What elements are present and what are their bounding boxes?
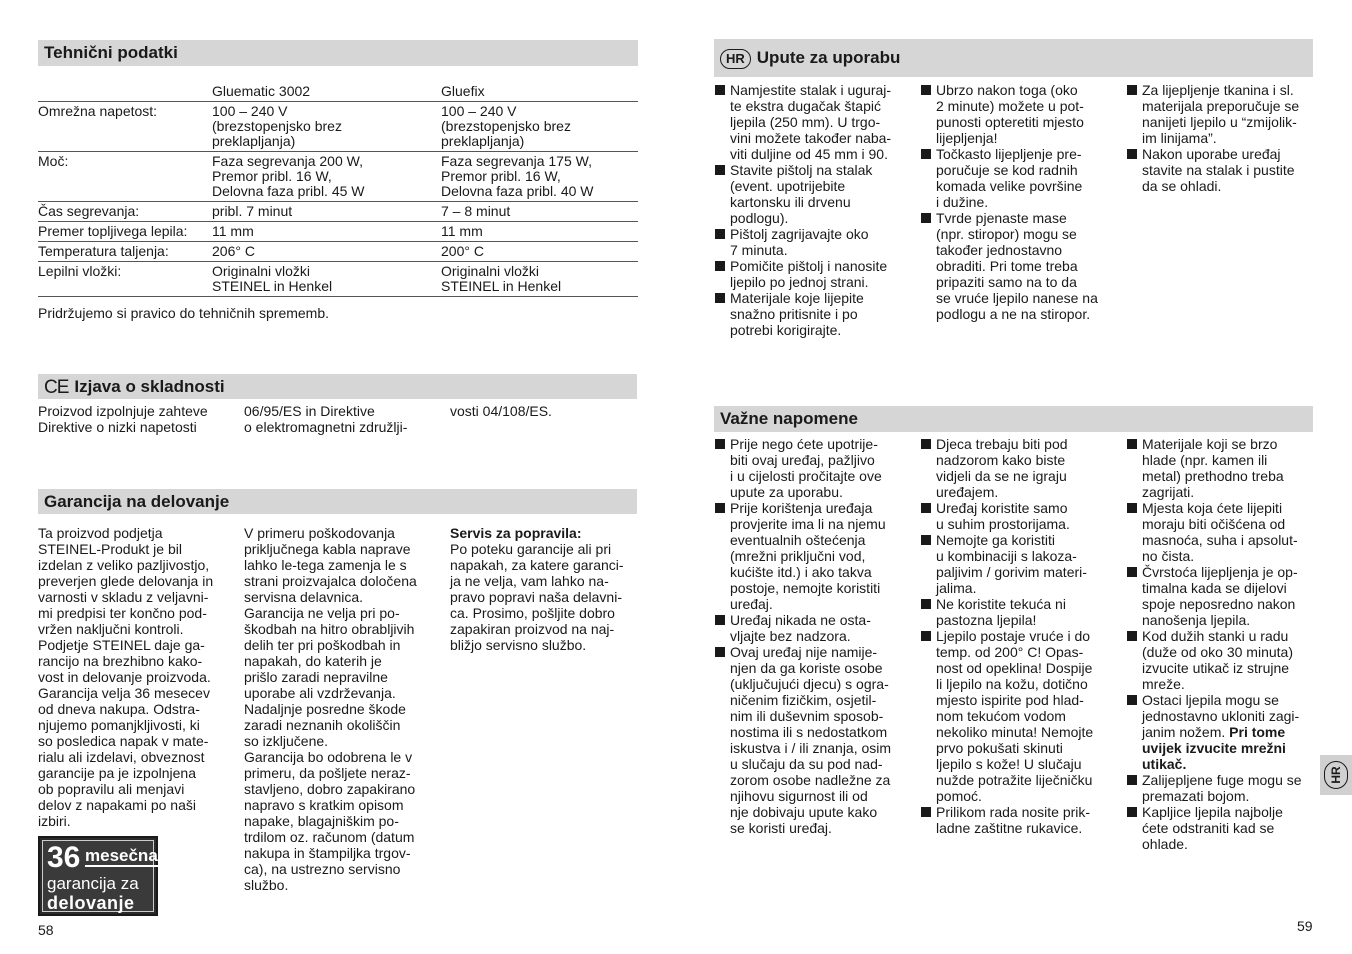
bullet-square-icon [1127, 85, 1137, 95]
bullet-square-icon [1127, 503, 1137, 513]
warranty-title: Garancija na delovanje [44, 492, 230, 511]
list-item [715, 82, 915, 162]
tech-row-label: Moč: [38, 152, 212, 202]
list-item-text: Mjesta koja ćete lijepiti moraju biti očišćena od masnoća, suha i apsolut- no čista. [1142, 500, 1298, 564]
conformity-col3: vosti 04/108/ES. [450, 403, 552, 419]
notes-col3-b-text: Ostaci ljepila mogu se jednostavno ukloniti zagi- janim nožem. [1142, 692, 1300, 740]
list-item [1127, 804, 1317, 852]
bullet-square-icon [1127, 631, 1137, 641]
list-item-text: Materijale koji se brzo hlade (npr. kamen ili metal) prethodno treba zagrijati. [1142, 436, 1284, 500]
list-item [921, 436, 1121, 500]
list-item-text: Stavite pištolj na stalak (event. upotrijebite kartonsku ili drvenu podlogu). [730, 162, 873, 226]
list-item [715, 612, 915, 644]
list-item [921, 82, 1121, 146]
tech-cell: Faza segrevanja 200 W, Premor pribl. 16 W, Delovna faza pribl. 45 W [212, 152, 441, 202]
bullet-square-icon [1127, 149, 1137, 159]
warranty-col2: V primeru poškodovanja priključnega kabla naprave lahko le-tega zamenja le s strani proizvajalca določena servisna delavnica. Garancija ne velja pri po- škodbah na hitro obrabljivih delih ter pri poškodbah in napakah, do katerih je prišlo zaradi nepravilne uporabe ali vzdrževanja. Nadaljnje posredne škode zaradi neznanih okoliščin so izključene. Garancija bo odobrena le v primeru, da pošljete neraz- stavljeno, dobro zapakirano napravo s kratkim opisom napake, blagajniškim po- trdilom oz. računom (datum nakupa in štampiljka trgov- ca), na ustrezno servisno službo. [244, 525, 417, 893]
table-row [38, 202, 638, 222]
bullet-square-icon [715, 647, 725, 657]
table-row [38, 222, 638, 242]
bullet-square-icon [715, 293, 725, 303]
bullet-square-icon [921, 149, 931, 159]
list-item [1127, 692, 1317, 772]
tech-cell: 100 – 240 V (brezstopenjsko brez preklapljanja) [212, 102, 441, 152]
list-item-text: Tvrde pjenaste mase (npr. stiropor) mogu se također jednostavno obraditi. Pri tome treba pripaziti samo na to da se vruće ljepilo nanese na podlogu a ne na stiropor. [936, 210, 1098, 322]
list-item [1127, 772, 1317, 804]
list-item [921, 596, 1121, 628]
list-item [715, 258, 915, 290]
bullet-square-icon [921, 439, 931, 449]
table-row [38, 242, 638, 262]
list-item [1127, 564, 1317, 628]
list-item-text: Ubrzo nakon toga (oko 2 minute) možete u pot- punosti opteretiti mjesto lijepljenja! [936, 82, 1084, 146]
tech-cell: 11 mm [212, 222, 441, 242]
list-item-text: Pomičite pištolj i nanosite ljepilo po jednoj strani. [730, 258, 888, 290]
list-item-text: Uređaj nikada ne osta- vljajte bez nadzora. [730, 612, 871, 644]
list-item-text: Prije nego ćete upotrije- biti ovaj uređaj, pažljivo i u cijelosti pročitajte ove upute za uporabu. [730, 436, 882, 500]
usage-title: Upute za uporabu [756, 48, 901, 67]
notes-section-header [714, 406, 1313, 432]
list-item-text: Točkasto lijepljenje pre- poručuje se kod radnih komada velike površine i dužine. [936, 146, 1083, 210]
tech-row-label: Omrežna napetost: [38, 102, 212, 152]
table-row [38, 262, 638, 297]
bullet-square-icon [715, 85, 725, 95]
bullet-square-icon [1127, 439, 1137, 449]
bullet-square-icon [715, 165, 725, 175]
bullet-square-icon [715, 503, 725, 513]
notes-title: Važne napomene [720, 409, 858, 428]
bullet-square-icon [715, 439, 725, 449]
ce-mark-icon: CE [44, 377, 69, 399]
tech-col-header [38, 82, 212, 102]
list-item [1127, 436, 1317, 500]
usage-col1 [715, 82, 915, 338]
tech-col-header: Gluefix [441, 82, 638, 102]
tech-cell: Originalni vložki STEINEL in Henkel [441, 262, 638, 297]
list-item-text: Kod dužih stanki u radu (duže od oko 30 minuta) izvucite utikač iz strujne mreže. [1142, 628, 1293, 692]
list-item [715, 436, 915, 500]
list-item-text: Prije korištenja uređaja provjerite ima li na njemu eventualnih oštećenja (mrežni priključni vod, kućište itd.) i ako takva postoje, nemojte koristiti uređaj. [730, 500, 886, 612]
bullet-square-icon [921, 599, 931, 609]
tech-cell: 200° C [441, 242, 638, 262]
bullet-square-icon [1127, 807, 1137, 817]
tech-row-label: Lepilni vložki: [38, 262, 212, 297]
bullet-square-icon [921, 807, 931, 817]
list-item-text: Čvrstoća lijepljenja je op- timalna kada se dijelovi spoje neposredno nakon nanošenja ljepila. [1142, 564, 1298, 628]
list-item-text: Pištolj zagrijavajte oko 7 minuta. [730, 226, 869, 258]
notes-col3-b-bold: Pri tome uvijek izvucite mrežni utikač. [1142, 724, 1286, 772]
list-item [921, 804, 1121, 836]
list-item [921, 532, 1121, 596]
hr-side-tab [1320, 755, 1352, 795]
list-item-text: Materijale koje lijepite snažno pritisnite i po potrebi korigirajte. [730, 290, 864, 338]
bullet-square-icon [1127, 567, 1137, 577]
usage-section-header [714, 39, 1313, 77]
tech-cell: 11 mm [441, 222, 638, 242]
list-item [921, 210, 1121, 322]
bullet-square-icon [715, 615, 725, 625]
list-item-text: Kapljice ljepila najbolje ćete odstraniti kad se ohlade. [1142, 804, 1283, 852]
conformity-title: Izjava o skladnosti [74, 377, 225, 396]
list-item-text: Ne koristite tekuća ni pastozna ljepila! [936, 596, 1066, 628]
side-tab-label: HR [1329, 766, 1343, 784]
tech-cell: Faza segrevanja 175 W, Premor pribl. 16 W, Delovna faza pribl. 40 W [441, 152, 638, 202]
bullet-square-icon [921, 503, 931, 513]
list-item-text: Za lijepljenje tkanina i sl. materijala preporučuje se nanijeti ljepilo u “zmijolik- im linijama”. [1142, 82, 1300, 146]
tech-cell: 7 – 8 minut [441, 202, 638, 222]
bullet-square-icon [715, 229, 725, 239]
badge-number: 36 [47, 841, 81, 874]
warranty-col3: Po poteku garancije ali pri napakah, za katere garanci- ja ne velja, vam lahko na- pravo popravi naša delavni- ca. Prosimo, pošljite dobro zapakiran proizvod na naj- bližjo servisno službo. [450, 541, 624, 653]
tech-note: Pridržujemo si pravico do tehničnih sprememb. [38, 305, 330, 321]
list-item [921, 500, 1121, 532]
tech-cell: pribl. 7 minut [212, 202, 441, 222]
hr-language-badge: HR [720, 49, 751, 69]
usage-col2 [921, 82, 1121, 322]
tech-col-header: Gluematic 3002 [212, 82, 441, 102]
list-item [1127, 628, 1317, 692]
conformity-section-header [38, 374, 637, 399]
notes-col2 [921, 436, 1121, 836]
list-item [921, 628, 1121, 804]
conformity-col1: Proizvod izpolnjuje zahteve Direktive o nizki napetosti [38, 403, 208, 435]
tech-cell: 100 – 240 V (brezstopenjsko brez preklapljanja) [441, 102, 638, 152]
list-item-text: Namjestite stalak i uguraj- te ekstra dugačak štapić ljepila (250 mm). U trgo- vini možete također naba- viti duljine od 45 mm i 90. [730, 82, 892, 162]
tech-cell: 206° C [212, 242, 441, 262]
list-item [715, 290, 915, 338]
page-number-right: 59 [1297, 918, 1313, 934]
tech-row-label: Čas segrevanja: [38, 202, 212, 222]
list-item [715, 500, 915, 612]
badge-line2: garancija za [47, 874, 139, 893]
bullet-square-icon [921, 213, 931, 223]
warranty-col1: Ta proizvod podjetja STEINEL-Produkt je bil izdelan z veliko pazljivostjo, preverjen glede delovanja in varnosti v skladu z veljavni- mi predpisi ter končno pod- vržen naključni kontroli. Podjetje STEINEL daje ga- rancijo na brezhibno kako- vost in delovanje proizvoda. Garancija velja 36 mesecev od dneva nakupa. Odstra- njujemo pomanjkljivosti, ki so posledica napak v mate- rialu ali izdelavi, obveznost garancije pa je izpolnjena ob popravilu ali menjavi delov z napakami po naši izbiri. [38, 525, 214, 829]
list-item [1127, 82, 1327, 146]
tech-title: Tehnični podatki [44, 43, 178, 62]
table-row [38, 152, 638, 202]
list-item [1127, 500, 1317, 564]
list-item [1127, 146, 1327, 194]
list-item-text: Ovaj uređaj nije namije- njen da ga koriste osobe (uključujući djecu) s ogra- ničenim fizičkim, osjetil- nim ili duševnim sposob- nostima ili s nedostatkom iskustva i / ili znanja, osim u slučaju da su pod nad- zorom osobe nadležne za njihovu sigurnost ili od nje dobivaju upute kako se koristi uređaj. [730, 644, 892, 836]
warranty-36-badge [38, 836, 158, 916]
list-item-text: Djeca trebaju biti pod nadzorom kako biste vidjeli da se ne igraju uređajem. [936, 436, 1068, 500]
list-item-text: Ljepilo postaje vruće i do temp. od 200° C! Opas- nost od opeklina! Dospije li ljepilo na kožu, dotično mjesto ispirite pod hlad- nom tekućom vodom nekoliko minuta! Nemojte prvo pokušati skinuti ljepilo s kože! U slučaju nužde potražite liječničku pomoć. [936, 628, 1094, 804]
list-item-text: Uređaj koristite samo u suhim prostorijama. [936, 500, 1070, 532]
bullet-square-icon [715, 261, 725, 271]
table-row [38, 102, 638, 152]
bullet-square-icon [1127, 775, 1137, 785]
tech-table [38, 82, 638, 297]
list-item [921, 146, 1121, 210]
list-item-text: Nakon uporabe uređaj stavite na stalak i pustite da se ohladi. [1142, 146, 1295, 194]
tech-header-row [38, 82, 638, 102]
tech-section-header [38, 40, 638, 66]
bullet-square-icon [1127, 695, 1137, 705]
notes-col1 [715, 436, 915, 836]
list-item-text: Zalijepljene fuge mogu se premazati bojom. [1142, 772, 1302, 804]
warranty-col3-heading: Servis za popravila: [450, 525, 582, 541]
page-number-left: 58 [38, 922, 54, 938]
tech-cell: Originalni vložki STEINEL in Henkel [212, 262, 441, 297]
badge-mesecna: mesečna [85, 846, 158, 865]
list-item [715, 162, 915, 226]
list-item-text: Nemojte ga koristiti u kombinaciji s lakoza- paljivim / gorivim materi- jalima. [936, 532, 1087, 596]
usage-col3 [1127, 82, 1327, 194]
warranty-section-header [38, 489, 637, 514]
bullet-square-icon [921, 631, 931, 641]
list-item-text: Prilikom rada nosite prik- ladne zaštitne rukavice. [936, 804, 1091, 836]
tech-row-label: Premer topljivega lepila: [38, 222, 212, 242]
conformity-col2: 06/95/ES in Direktive o elektromagnetni združlji- [244, 403, 408, 435]
notes-col3 [1127, 436, 1317, 852]
tech-row-label: Temperatura taljenja: [38, 242, 212, 262]
list-item [715, 644, 915, 836]
badge-line3: delovanje [47, 893, 135, 913]
list-item [715, 226, 915, 258]
bullet-square-icon [921, 85, 931, 95]
bullet-square-icon [921, 535, 931, 545]
